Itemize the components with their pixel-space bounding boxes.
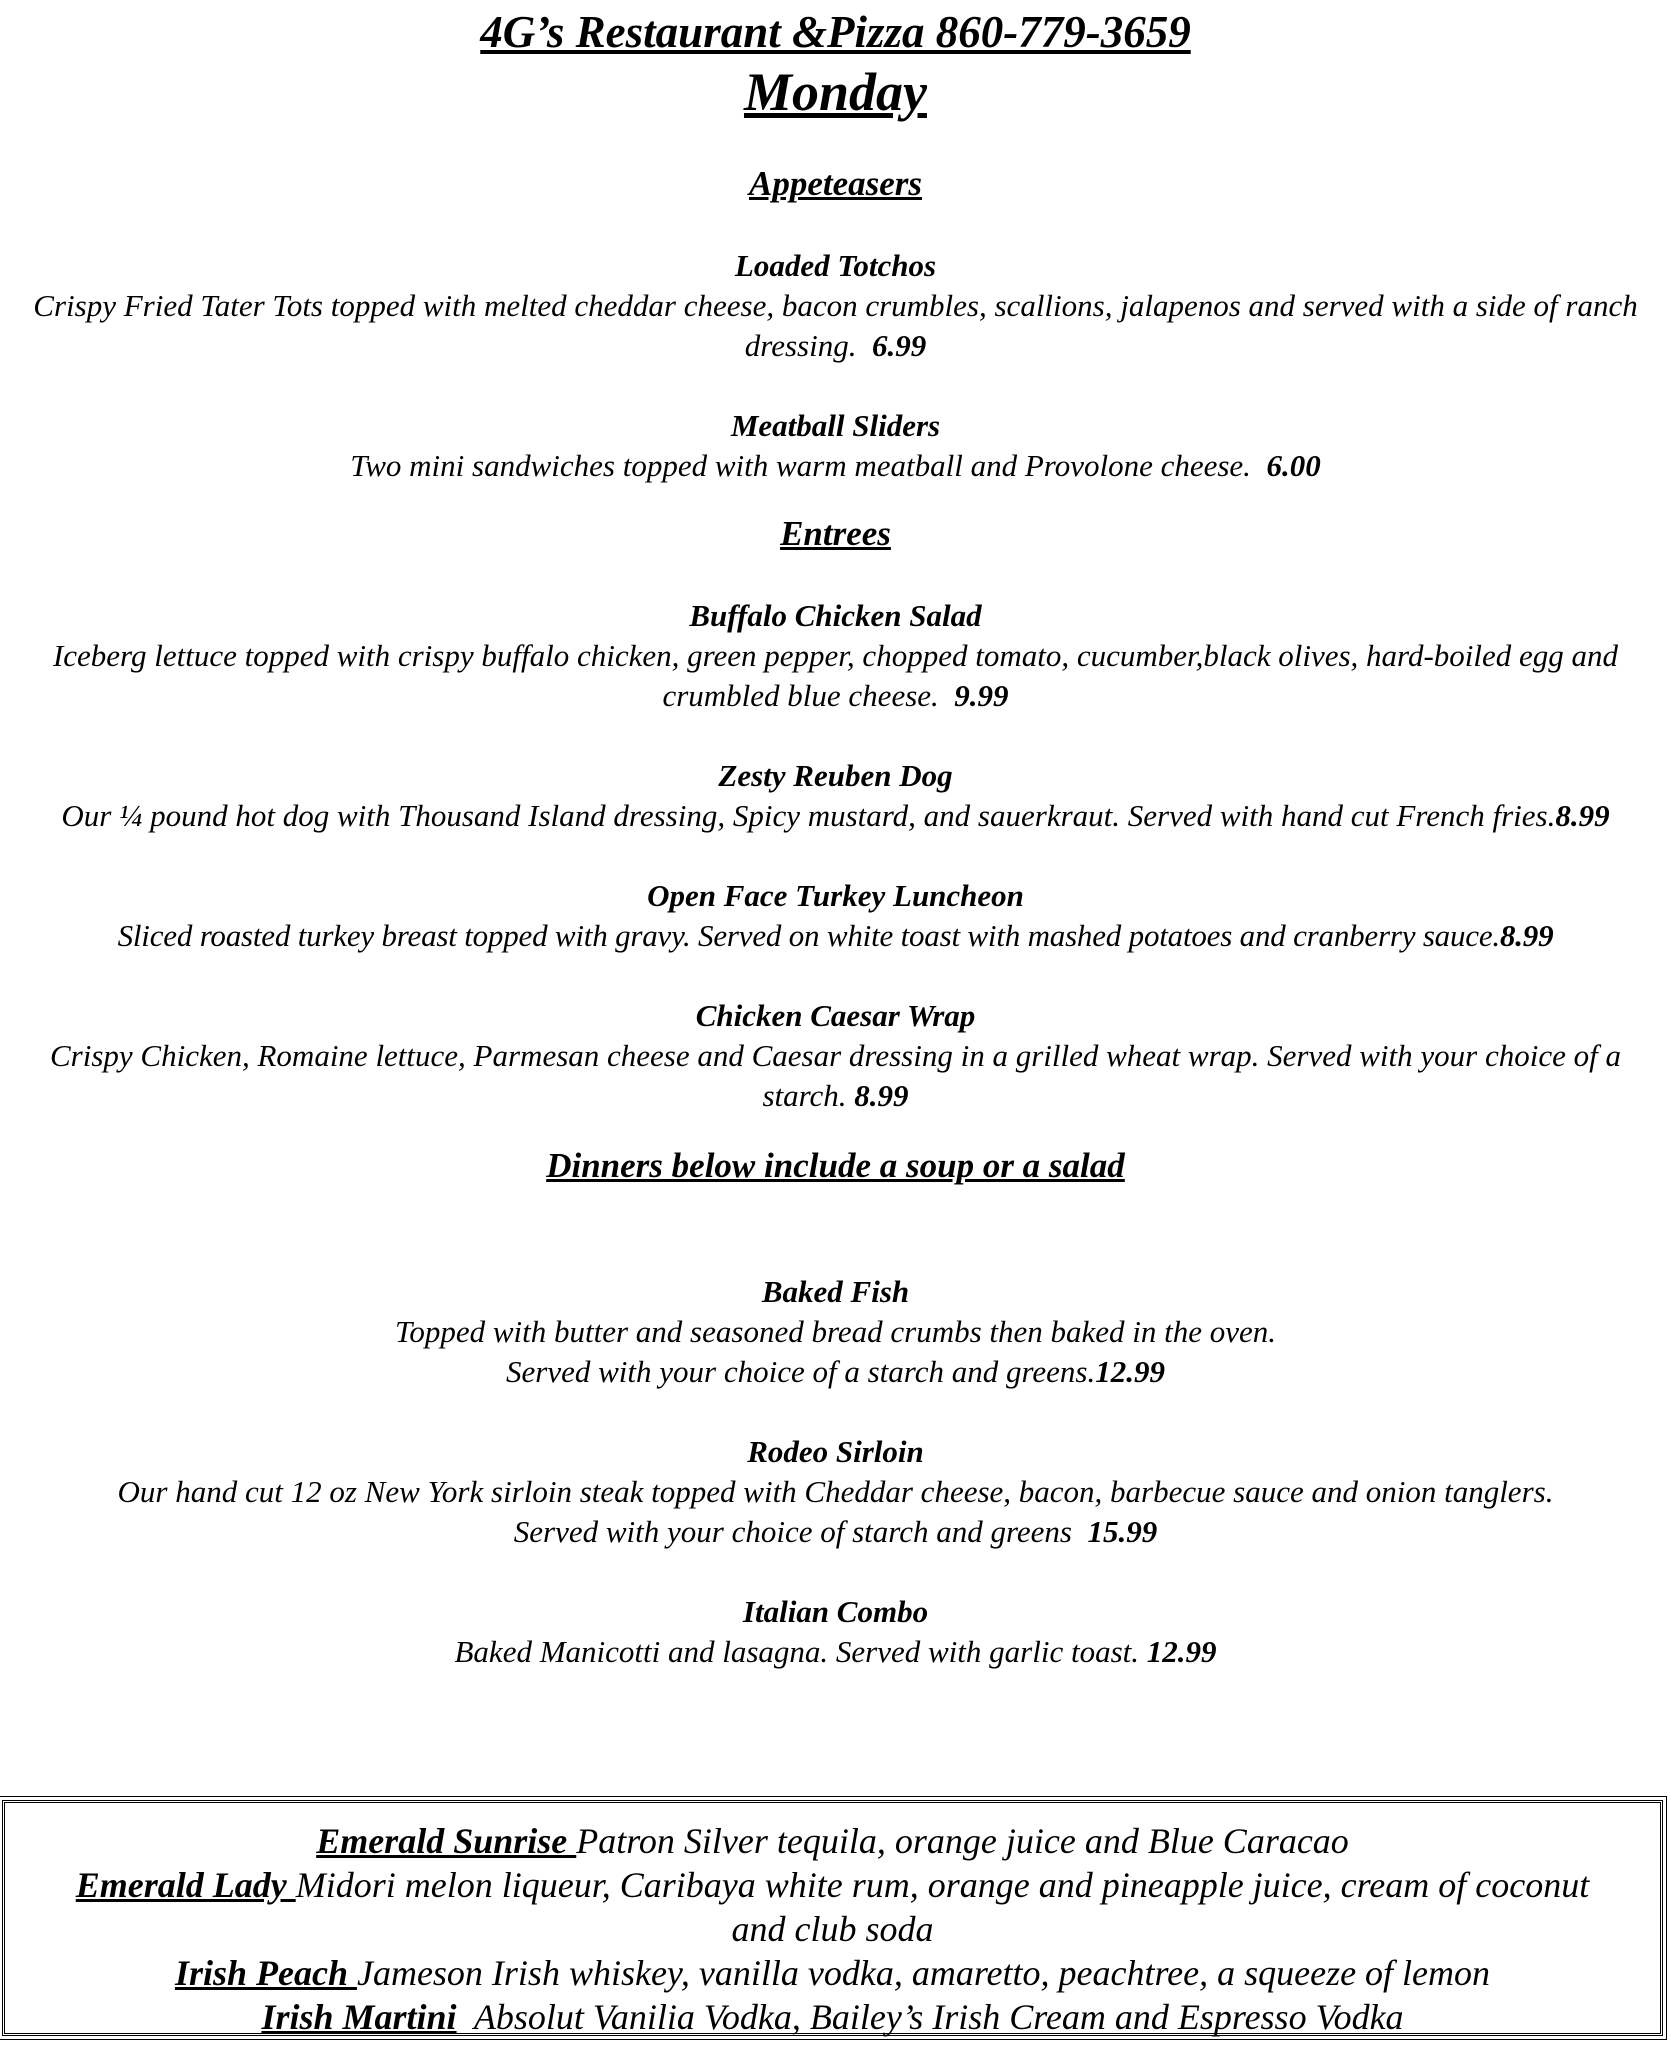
item-price: 6.00 xyxy=(1266,448,1321,483)
dinners-heading: Dinners below include a soup or a salad xyxy=(546,1146,1125,1185)
item-price: 6.99 xyxy=(871,328,927,363)
entrees-heading: Entrees xyxy=(780,514,891,553)
drink-description: Midori melon liqueur, Caribaya white rum, orange and pineapple juice, cream of coconut and club soda xyxy=(295,1865,1590,1949)
drink-name: Irish Martini xyxy=(261,1997,457,2037)
menu-item-rodeo-sirloin xyxy=(0,1432,1671,1552)
entrees-section xyxy=(0,512,1671,1116)
drink-description: Absolut Vanilia Vodka, Bailey’s Irish Cream and Espresso Vodka xyxy=(473,1997,1404,2037)
menu-item-chicken-caesar-wrap xyxy=(0,996,1671,1116)
item-description: Baked Manicotti and lasagna. Served with garlic toast. 12.99 xyxy=(454,1634,1217,1669)
drink-irish-peach xyxy=(5,1951,1660,1995)
drink-name: Irish Peach xyxy=(174,1953,357,1993)
item-description: Our ¼ pound hot dog with Thousand Island dressing, Spicy mustard, and sauerkraut. Served with hand cut French fries.8.99 xyxy=(61,798,1610,833)
item-price: 8.99 xyxy=(1555,798,1610,833)
item-name: Meatball Sliders xyxy=(730,408,941,443)
item-description: Crispy Chicken, Romaine lettuce, Parmesan cheese and Caesar dressing in a grilled wheat wrap. Served with your choice of a starch. 8.99 xyxy=(50,1038,1621,1113)
appetizers-heading: Appeteasers xyxy=(748,164,923,203)
menu-item-italian-combo xyxy=(0,1592,1671,1672)
item-description: Crispy Fried Tater Tots topped with melted cheddar cheese, bacon crumbles, scallions, jalapenos and served with a side of ranch dressing. 6.99 xyxy=(33,288,1638,363)
menu-item-buffalo-chicken-salad xyxy=(0,596,1671,716)
item-price: 12.99 xyxy=(1146,1634,1217,1669)
menu-item-loaded-totchos xyxy=(0,246,1671,366)
drink-specials-box xyxy=(2,1800,1663,2036)
item-name: Buffalo Chicken Salad xyxy=(689,598,982,633)
item-description: Two mini sandwiches topped with warm meatball and Provolone cheese. 6.00 xyxy=(350,448,1321,483)
menu-item-baked-fish xyxy=(0,1272,1671,1392)
menu-item-meatball-sliders xyxy=(0,406,1671,486)
item-name: Rodeo Sirloin xyxy=(747,1434,924,1469)
item-description: Topped with butter and seasoned bread crumbs then baked in the oven. xyxy=(394,1314,1277,1349)
item-price: 8.99 xyxy=(1499,918,1554,953)
item-description: Iceberg lettuce topped with crispy buffalo chicken, green pepper, chopped tomato, cucumber,black olives, hard-boiled egg and crumbled blue cheese. 9.99 xyxy=(52,638,1619,713)
item-name: Baked Fish xyxy=(761,1274,910,1309)
menu-header xyxy=(0,0,1671,124)
item-description-line-2: Served with your choice of starch and greens 15.99 xyxy=(513,1514,1158,1549)
menu-item-zesty-reuben-dog xyxy=(0,756,1671,836)
menu-item-open-face-turkey-luncheon xyxy=(0,876,1671,956)
item-name: Italian Combo xyxy=(742,1594,929,1629)
appetizers-section xyxy=(0,162,1671,486)
item-description: Sliced roasted turkey breast topped with gravy. Served on white toast with mashed potatoes and cranberry sauce.8.99 xyxy=(117,918,1554,953)
dinners-section xyxy=(0,1144,1671,1672)
drink-emerald-lady xyxy=(5,1863,1660,1951)
day-title: Monday xyxy=(743,62,927,122)
item-name: Zesty Reuben Dog xyxy=(718,758,953,793)
item-description: Our hand cut 12 oz New York sirloin steak topped with Cheddar cheese, bacon, barbecue sauce and onion tanglers. xyxy=(117,1474,1554,1509)
item-price: 15.99 xyxy=(1087,1514,1158,1549)
drink-name: Emerald Sunrise xyxy=(316,1821,577,1861)
item-price: 12.99 xyxy=(1095,1354,1165,1389)
item-name: Chicken Caesar Wrap xyxy=(695,998,976,1033)
item-price: 8.99 xyxy=(854,1078,909,1113)
drink-irish-martini xyxy=(5,1995,1660,2039)
item-name: Loaded Totchos xyxy=(734,248,937,283)
drink-description: Patron Silver tequila, orange juice and Blue Caracao xyxy=(576,1821,1349,1861)
item-price: 9.99 xyxy=(954,678,1009,713)
restaurant-title: 4G’s Restaurant &Pizza 860-779-3659 xyxy=(480,7,1191,57)
drink-emerald-sunrise xyxy=(5,1819,1660,1863)
drink-name: Emerald Lady xyxy=(75,1865,296,1905)
item-description-line-2: Served with your choice of a starch and greens.12.99 xyxy=(506,1354,1165,1389)
item-name: Open Face Turkey Luncheon xyxy=(647,878,1024,913)
drink-description: Jameson Irish whiskey, vanilla vodka, amaretto, peachtree, a squeeze of lemon xyxy=(356,1953,1491,1993)
